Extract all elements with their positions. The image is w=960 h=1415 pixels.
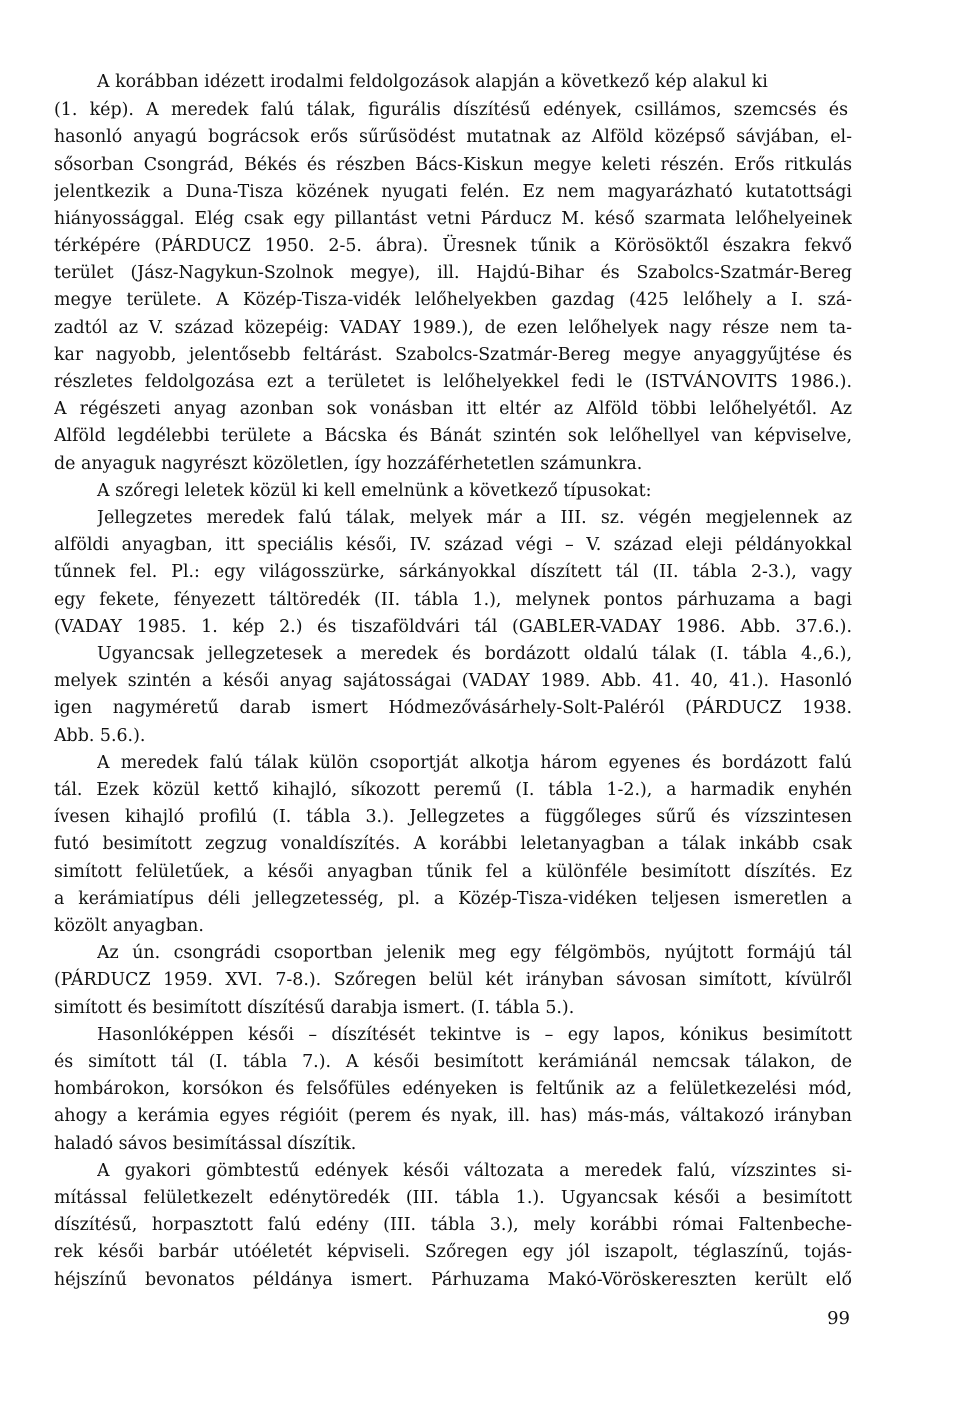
text-line bbox=[0, 1156, 960, 1186]
text-line bbox=[0, 177, 960, 207]
text-line bbox=[0, 67, 960, 97]
text-line-content: mítással felületkezelt edénytöredék (III. tábla 1.). Ugyancsak késői a besimított bbox=[54, 1188, 852, 1208]
text-line bbox=[0, 775, 960, 805]
text-line-content: és simított tál (I. tábla 7.). A késői besimított kerámiánál nemcsak tálakon, de bbox=[54, 1052, 852, 1072]
text-line bbox=[0, 829, 960, 859]
text-line-content: jelentkezik a Duna-Tisza közének nyugati felén. Ez nem magyarázható kutatottsági bbox=[54, 182, 852, 202]
text-line-content: de anyaguk nagyrészt közöletlen, így hozzáférhetetlen számunkra. bbox=[54, 454, 643, 474]
text-line-content: Abb. 5.6.). bbox=[54, 726, 146, 746]
text-line bbox=[0, 313, 960, 343]
text-line bbox=[0, 1047, 960, 1077]
text-line bbox=[0, 285, 960, 315]
text-line-content: haladó sávos besimítással díszítik. bbox=[54, 1134, 357, 1154]
text-line bbox=[0, 122, 960, 152]
text-line-content: futó besimított zegzug vonaldíszítés. A korábbi leletanyagban a tálak inkább csak bbox=[54, 834, 852, 854]
text-line-content: igen nagyméretű darab ismert Hódmezővásárhely-Solt-Paléról (PÁRDUCZ 1938. bbox=[54, 698, 852, 718]
text-line bbox=[0, 476, 960, 506]
text-line-content: ahogy a kerámia egyes régióit (perem és nyak, ill. has) más-más, váltakozó irányban bbox=[54, 1106, 852, 1126]
text-line-content: díszítésű, horpasztott falú edény (III. tábla 3.), mely korábbi római Faltenbeche- bbox=[54, 1215, 852, 1235]
text-line bbox=[0, 367, 960, 397]
text-line bbox=[0, 421, 960, 451]
text-line-content: hiányossággal. Elég csak egy pillantást vetni Párducz M. késő szarmata lelőhelyeinek bbox=[54, 209, 852, 229]
text-line-content: rek késői barbár utóéletét képviseli. Szőregen egy jól iszapolt, téglaszínű, tojás- bbox=[54, 1242, 852, 1262]
text-line bbox=[0, 938, 960, 968]
text-line bbox=[0, 693, 960, 723]
text-line-content: A régészeti anyag azonban sok vonásban itt eltér az Alföld többi lelőhelyétől. Az bbox=[54, 399, 852, 419]
text-line-content: részletes feldolgozása ezt a területet is lelőhelyekkel fedi le (ISTVÁNOVITS 1986.). bbox=[54, 372, 852, 392]
text-line-content: tál. Ezek közül kettő kihajló, síkozott peremű (I. tábla 1-2.), a harmadik enyhén bbox=[54, 780, 852, 800]
text-line bbox=[0, 1183, 960, 1213]
text-line bbox=[0, 1265, 960, 1295]
text-line bbox=[0, 993, 960, 1023]
text-line bbox=[0, 857, 960, 887]
text-line-content: simított felületűek, a késői anyagban tűnik fel a különféle besimított díszítés. Ez bbox=[54, 862, 852, 882]
text-line-content: hasonló anyagú bográcsok erős sűrűsödést mutatnak az Alföld középső sávjában, el- bbox=[54, 127, 852, 147]
text-line bbox=[0, 95, 960, 125]
text-line bbox=[0, 394, 960, 424]
text-line bbox=[0, 1210, 960, 1240]
text-line-content: egy fekete, fényezett táltöredék (II. tábla 1.), melynek pontos párhuzama a bagi bbox=[54, 590, 852, 610]
text-line bbox=[0, 639, 960, 669]
text-line-content: ívesen kihajló profilú (I. tábla 3.). Jellegzetes a függőleges sűrű és vízszintesen bbox=[54, 807, 852, 827]
text-line-content: közölt anyagban. bbox=[54, 916, 204, 936]
text-line bbox=[0, 884, 960, 914]
text-line bbox=[0, 1101, 960, 1131]
text-line-content: terület (Jász-Nagykun-Szolnok megye), ill. Hajdú-Bihar és Szabolcs-Szatmár-Bereg bbox=[54, 263, 852, 283]
text-line-content: Hasonlóképpen késői – díszítését tekintve is – egy lapos, kónikus besimított bbox=[97, 1025, 852, 1045]
text-line-content: a kerámiatípus déli jellegzetesség, pl. a Közép-Tisza-vidéken teljesen ismeretlen a bbox=[54, 889, 852, 909]
text-line bbox=[0, 449, 960, 479]
text-line bbox=[0, 530, 960, 560]
text-line-content: térképére (PÁRDUCZ 1950. 2-5. ábra). Üresnek tűnik a Körösöktől északra fekvő bbox=[54, 236, 852, 256]
text-line-content: A szőregi leletek közül ki kell emelnünk a következő típusokat: bbox=[97, 481, 652, 501]
text-line-content: (1. kép). A meredek falú tálak, figurális díszítésű edények, csillámos, szemcsés és bbox=[54, 100, 848, 120]
text-line bbox=[0, 1237, 960, 1267]
text-line bbox=[0, 802, 960, 832]
text-line bbox=[0, 612, 960, 642]
text-line bbox=[0, 911, 960, 941]
text-line bbox=[0, 150, 960, 180]
text-line bbox=[0, 965, 960, 995]
page-number: 99 bbox=[827, 1308, 850, 1329]
text-line bbox=[0, 666, 960, 696]
text-line-content: A korábban idézett irodalmi feldolgozások alapján a következő kép alakul ki bbox=[97, 72, 768, 92]
text-line-content: héjszínű bevonatos példánya ismert. Párhuzama Makó-Vöröskereszten került elő bbox=[54, 1270, 852, 1290]
text-line-content: melyek szintén a késői anyag sajátosságai (VADAY 1989. Abb. 41. 40, 41.). Hasonló bbox=[54, 671, 852, 691]
text-line-content: Az ún. csongrádi csoportban jelenik meg egy félgömbös, nyújtott formájú tál bbox=[97, 943, 852, 963]
text-line bbox=[0, 258, 960, 288]
text-line-content: simított és besimított díszítésű darabja ismert. (I. tábla 5.). bbox=[54, 998, 575, 1018]
text-line-content: Ugyancsak jellegzetesek a meredek és bordázott oldalú tálak (I. tábla 4.,6.), bbox=[97, 644, 852, 664]
text-line-content: tűnnek fel. Pl.: egy világosszürke, sárkányokkal díszített tál (II. tábla 2-3.), vagy bbox=[54, 562, 852, 582]
text-line bbox=[0, 503, 960, 533]
text-line bbox=[0, 1129, 960, 1159]
text-line bbox=[0, 340, 960, 370]
text-line-content: Alföld legdélebbi területe a Bácska és Bánát szintén sok lelőhellyel van képviselve, bbox=[54, 426, 852, 446]
text-line bbox=[0, 231, 960, 261]
text-line-content: kar nagyobb, jelentősebb feltárást. Szabolcs-Szatmár-Bereg megye anyaggyűjtése és bbox=[54, 345, 852, 365]
text-line-content: (VADAY 1985. 1. kép 2.) és tiszaföldvári tál (GABLER-VADAY 1986. Abb. 37.6.). bbox=[54, 617, 852, 637]
text-line bbox=[0, 721, 960, 751]
text-line-content: sősorban Csongrád, Békés és részben Bács-Kiskun megye keleti részén. Erős ritkulás bbox=[54, 155, 852, 175]
text-line bbox=[0, 585, 960, 615]
text-line bbox=[0, 204, 960, 234]
text-line-content: hombárokon, korsókon és felsőfüles edényeken is feltűnik az a felületkezelési mód, bbox=[54, 1079, 852, 1099]
text-line bbox=[0, 748, 960, 778]
text-line bbox=[0, 1020, 960, 1050]
text-line-content: A gyakori gömbtestű edények késői változata a meredek falú, vízszintes si- bbox=[97, 1161, 852, 1181]
text-line bbox=[0, 557, 960, 587]
text-line-content: zadtól az V. század közepéig: VADAY 1989.), de ezen lelőhelyek nagy része nem ta- bbox=[54, 318, 852, 338]
text-line-content: Jellegzetes meredek falú tálak, melyek már a III. sz. végén megjelennek az bbox=[97, 508, 852, 528]
text-line-content: alföldi anyagban, itt speciális késői, IV. század végi – V. század eleji példányokkal bbox=[54, 535, 852, 555]
text-line-content: A meredek falú tálak külön csoportját alkotja három egyenes és bordázott falú bbox=[97, 753, 852, 773]
text-line-content: (PÁRDUCZ 1959. XVI. 7-8.). Szőregen belül két irányban sávosan simított, kívülről bbox=[54, 970, 852, 990]
text-line-content: megye területe. A Közép-Tisza-vidék lelőhelyekben gazdag (425 lelőhely a I. szá- bbox=[54, 290, 852, 310]
text-line bbox=[0, 1074, 960, 1104]
